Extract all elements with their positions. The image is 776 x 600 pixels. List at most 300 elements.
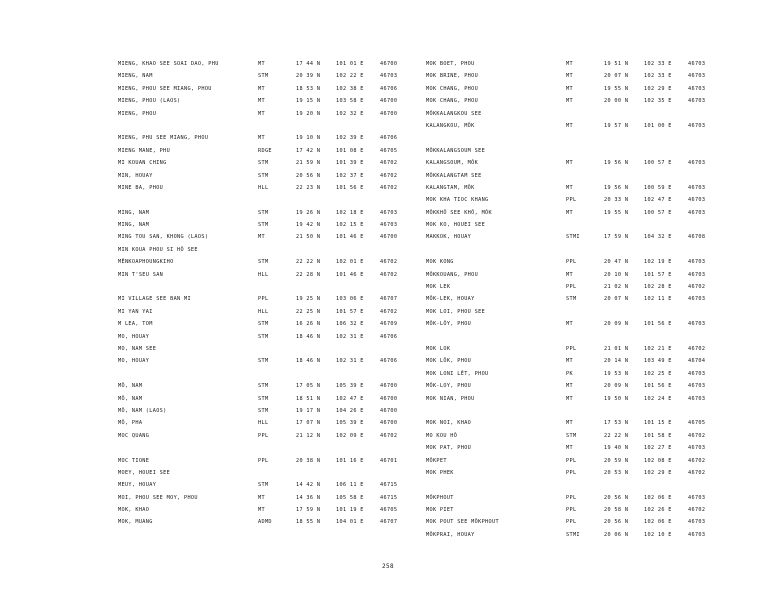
entry-latitude: 20 56 N [604, 494, 629, 501]
entry-name: MÔKKALANGTAM SEE [426, 172, 482, 179]
entry-longitude: 101 57 E [336, 308, 364, 315]
entry-name: MOK CHANG, PHOU [426, 98, 479, 105]
gazetteer-entry [118, 95, 458, 107]
entry-feature-type: HLL [258, 184, 269, 191]
gazetteer-entry [118, 405, 458, 417]
entry-map-code: 46703 [688, 122, 706, 129]
entry-latitude: 21 02 N [604, 284, 629, 291]
entry-name: MÔKKALANGKOU SEE [426, 110, 482, 117]
gazetteer-entry [426, 231, 766, 243]
entry-name: MÔKPRAI, HOUAY [426, 531, 475, 538]
gazetteer-entry [426, 504, 766, 516]
entry-longitude: 100 59 E [644, 184, 672, 191]
entry-latitude: 19 17 N [296, 407, 321, 414]
entry-longitude: 102 10 E [644, 531, 672, 538]
gazetteer-entry [118, 306, 458, 318]
entry-longitude: 106 11 E [336, 482, 364, 489]
entry-longitude: 101 00 E [644, 122, 672, 129]
entry-latitude: 19 25 N [296, 296, 321, 303]
entry-map-code: 46700 [380, 98, 398, 105]
entry-feature-type: STM [566, 296, 577, 303]
entry-feature-type: PPL [566, 469, 577, 476]
entry-name: MOEY, HOUEI SEE [118, 469, 171, 476]
entry-name: MIN T'SEU SAN [118, 271, 164, 278]
entry-feature-type: STM [258, 160, 269, 167]
gazetteer-entry [426, 492, 766, 504]
entry-feature-type: MT [566, 395, 573, 402]
entry-feature-type: STMI [566, 531, 580, 538]
entry-feature-type: PPL [566, 284, 577, 291]
gazetteer-entry [118, 70, 458, 82]
entry-latitude: 16 26 N [296, 321, 321, 328]
entry-feature-type: MT [566, 321, 573, 328]
entry-latitude: 19 56 N [604, 160, 629, 167]
entry-latitude: 18 53 N [296, 85, 321, 92]
entry-feature-type: PPL [566, 345, 577, 352]
entry-longitude: 101 46 E [336, 234, 364, 241]
entry-feature-type: STM [258, 482, 269, 489]
entry-latitude: 22 22 N [296, 259, 321, 266]
entry-latitude: 21 12 N [296, 432, 321, 439]
gazetteer-entry [426, 182, 766, 194]
gazetteer-entry [426, 95, 766, 107]
entry-name: MIENG, PHOU SEE MIANG, PHOU [118, 85, 212, 92]
entry-map-code: 46704 [688, 358, 706, 365]
entry-name: MÊNKOAPHOUNGKIHO [118, 259, 174, 266]
entry-longitude: 102 35 E [644, 98, 672, 105]
gazetteer-entry [426, 83, 766, 95]
entry-longitude: 102 22 E [336, 73, 364, 80]
entry-longitude: 102 21 E [644, 345, 672, 352]
entry-name: MIN KOUA PHOU SI HÔ SEE [118, 246, 198, 253]
entry-longitude: 101 16 E [336, 457, 364, 464]
entry-feature-type: PPL [566, 197, 577, 204]
entry-longitude: 102 24 E [644, 395, 672, 402]
row-spacer [118, 368, 458, 380]
gazetteer-entry [118, 269, 458, 281]
entry-longitude: 102 38 E [336, 85, 364, 92]
entry-map-code: 46705 [688, 420, 706, 427]
entry-latitude: 17 07 N [296, 420, 321, 427]
entry-name: MÔKKALANGSOUM SEE [426, 147, 486, 154]
gazetteer-entry [118, 455, 458, 467]
entry-feature-type: MT [258, 110, 265, 117]
entry-longitude: 101 01 E [336, 61, 364, 67]
entry-map-code: 46703 [688, 383, 706, 390]
gazetteer-entry [118, 83, 458, 95]
entry-map-code: 46703 [688, 61, 706, 67]
entry-map-code: 46705 [380, 507, 398, 514]
entry-feature-type: HLL [258, 308, 269, 315]
entry-latitude: 20 00 N [604, 98, 629, 105]
entry-feature-type: MT [258, 98, 265, 105]
entry-longitude: 100 57 E [644, 160, 672, 167]
entry-name: MING, NAM [118, 209, 150, 216]
entry-latitude: 20 09 N [604, 321, 629, 328]
entry-name: MÔKKHÔ SEE KHÔ, MÔK [426, 209, 492, 216]
entry-name: MOK KONG [426, 259, 454, 266]
entry-longitude: 102 27 E [644, 445, 672, 452]
entry-feature-type: STM [258, 333, 269, 340]
entry-map-code: 46715 [380, 494, 398, 501]
gazetteer-entry [118, 492, 458, 504]
entry-map-code: 46706 [380, 333, 398, 340]
entry-latitude: 21 01 N [604, 345, 629, 352]
gazetteer-entry [118, 417, 458, 429]
entry-name: MÔK-LÔY, PHOU [426, 321, 472, 328]
entry-name: MÔKPET [426, 457, 447, 464]
entry-latitude: 22 22 N [604, 432, 629, 439]
row-spacer [118, 442, 458, 454]
entry-name: MOK PHEK [426, 469, 454, 476]
gazetteer-entry [426, 170, 766, 182]
gazetteer-entry [118, 108, 458, 120]
entry-latitude: 19 55 N [604, 209, 629, 216]
entry-latitude: 17 59 N [604, 234, 629, 241]
entry-name: MOK NOI, KHAO [426, 420, 472, 427]
entry-map-code: 46706 [380, 358, 398, 365]
page-number: 258 [382, 563, 395, 570]
entry-name: MÔKKOUANG, PHOU [426, 271, 479, 278]
entry-longitude: 101 08 E [336, 147, 364, 154]
gazetteer-entry [426, 343, 766, 355]
entry-feature-type: MT [566, 383, 573, 390]
gazetteer-entry [118, 157, 458, 169]
gazetteer-entry [426, 355, 766, 367]
gazetteer-entry [118, 170, 458, 182]
entry-longitude: 102 18 E [336, 209, 364, 216]
entry-latitude: 19 26 N [296, 209, 321, 216]
entry-map-code: 46702 [688, 345, 706, 352]
entry-longitude: 102 19 E [644, 259, 672, 266]
entry-feature-type: PPL [566, 457, 577, 464]
entry-name: MOK LOK [426, 345, 451, 352]
entry-latitude: 20 59 N [604, 457, 629, 464]
entry-map-code: 46703 [688, 445, 706, 452]
entry-latitude: 19 10 N [296, 135, 321, 142]
entry-feature-type: MT [566, 209, 573, 216]
entry-latitude: 14 42 N [296, 482, 321, 489]
entry-latitude: 17 59 N [296, 507, 321, 514]
entry-latitude: 17 05 N [296, 383, 321, 390]
entry-map-code: 46703 [380, 73, 398, 80]
entry-latitude: 17 42 N [296, 147, 321, 154]
gazetteer-entry [426, 70, 766, 82]
gazetteer-entry [426, 293, 766, 305]
entry-map-code: 46702 [688, 507, 706, 514]
entry-feature-type: PPL [258, 432, 269, 439]
gazetteer-entry [426, 529, 766, 541]
gazetteer-entry [426, 516, 766, 528]
entry-name: MINE BA, PHOU [118, 184, 164, 191]
entry-map-code: 46707 [380, 519, 398, 526]
entry-name: MOC TIONE [118, 457, 150, 464]
entry-name: MÔ, NAM [118, 395, 143, 402]
entry-map-code: 46700 [380, 395, 398, 402]
entry-latitude: 19 51 N [604, 61, 629, 67]
gazetteer-entry [118, 516, 458, 528]
entry-name: MIENG, PHU SEE MIANG, PHOU [118, 135, 209, 142]
entry-longitude: 101 15 E [644, 420, 672, 427]
entry-map-code: 46707 [380, 296, 398, 303]
entry-longitude: 104 32 E [644, 234, 672, 241]
entry-map-code: 46715 [380, 482, 398, 489]
entry-latitude: 20 53 N [604, 469, 629, 476]
entry-name: MO, HOUAY [118, 358, 150, 365]
entry-longitude: 105 39 E [336, 383, 364, 390]
entry-longitude: 105 58 E [336, 494, 364, 501]
gazetteer-entry [118, 145, 458, 157]
gazetteer-entry [118, 207, 458, 219]
row-spacer [426, 405, 766, 417]
gazetteer-entry [118, 293, 458, 305]
entry-name: MÔ, PHA [118, 420, 143, 427]
gazetteer-entry [426, 281, 766, 293]
entry-name: MOK LOI, PHOU SEE [426, 308, 486, 315]
entry-feature-type: MT [258, 61, 265, 67]
entry-name: KALANGKOU, MÔK [426, 122, 475, 129]
entry-feature-type: STM [566, 432, 577, 439]
entry-map-code: 46703 [688, 395, 706, 402]
entry-latitude: 19 56 N [604, 184, 629, 191]
entry-longitude: 102 25 E [644, 370, 672, 377]
entry-name: MOK CHANG, PHOU [426, 85, 479, 92]
entry-longitude: 102 39 E [336, 135, 364, 142]
gazetteer-entry [118, 331, 458, 343]
entry-feature-type: PPL [566, 519, 577, 526]
entry-map-code: 46702 [380, 308, 398, 315]
entry-longitude: 101 56 E [644, 321, 672, 328]
entry-longitude: 102 06 E [644, 519, 672, 526]
entry-latitude: 19 20 N [296, 110, 321, 117]
entry-feature-type: MT [566, 98, 573, 105]
entry-map-code: 46703 [688, 209, 706, 216]
entry-name: MÔKPHOUT [426, 494, 454, 501]
entry-feature-type: PPL [258, 457, 269, 464]
row-spacer [118, 281, 458, 293]
entry-feature-type: RDGE [258, 147, 272, 154]
entry-feature-type: STM [258, 383, 269, 390]
entry-longitude: 102 09 E [336, 432, 364, 439]
entry-longitude: 104 26 E [336, 407, 364, 414]
entry-longitude: 102 28 E [644, 284, 672, 291]
gazetteer-entry [118, 219, 458, 231]
entry-name: MOK PIET [426, 507, 454, 514]
entry-feature-type: MT [566, 73, 573, 80]
entry-name: MEUY, HOUAY [118, 482, 157, 489]
entry-longitude: 100 57 E [644, 209, 672, 216]
gazetteer-entry [118, 318, 458, 330]
gazetteer-entry [426, 430, 766, 442]
entry-name: MIN, HOUAY [118, 172, 153, 179]
entry-name: MOI, PHOU SEE MOY, PHOU [118, 494, 198, 501]
entry-feature-type: STM [258, 222, 269, 229]
entry-latitude: 18 46 N [296, 358, 321, 365]
entry-latitude: 20 33 N [604, 197, 629, 204]
entry-map-code: 46703 [688, 259, 706, 266]
row-spacer [426, 331, 766, 343]
gazetteer-entry [426, 368, 766, 380]
entry-name: MOK NIAN, PHOU [426, 395, 475, 402]
entry-longitude: 101 58 E [644, 432, 672, 439]
entry-name: MOK BRINE, PHOU [426, 73, 479, 80]
entry-longitude: 102 08 E [644, 457, 672, 464]
entry-map-code: 46702 [688, 457, 706, 464]
entry-map-code: 46706 [380, 85, 398, 92]
entry-latitude: 21 50 N [296, 234, 321, 241]
gazetteer-entry [118, 393, 458, 405]
entry-map-code: 46703 [380, 209, 398, 216]
entry-latitude: 19 42 N [296, 222, 321, 229]
gazetteer-entry [426, 219, 766, 231]
entry-name: MING TOU SAN, KHONG (LAOS) [118, 234, 209, 241]
entry-map-code: 46702 [380, 160, 398, 167]
entry-feature-type: STM [258, 395, 269, 402]
entry-map-code: 46700 [380, 407, 398, 414]
gazetteer-entry [426, 145, 766, 157]
entry-latitude: 17 53 N [604, 420, 629, 427]
entry-name: MI VILLAGE SEE BAN MI [118, 296, 191, 303]
entry-name: MOK LÔK, PHOU [426, 358, 472, 365]
gazetteer-entry [118, 132, 458, 144]
entry-longitude: 102 29 E [644, 85, 672, 92]
entry-latitude: 19 55 N [604, 85, 629, 92]
entry-latitude: 19 15 N [296, 98, 321, 105]
entry-name: MING, NAM [118, 222, 150, 229]
entry-longitude: 101 19 E [336, 507, 364, 514]
entry-latitude: 20 47 N [604, 259, 629, 266]
entry-name: MÔ, NAM (LAOS) [118, 407, 167, 414]
entry-map-code: 46703 [688, 519, 706, 526]
entry-feature-type: MT [258, 135, 265, 142]
row-spacer [118, 120, 458, 132]
entry-longitude: 102 11 E [644, 296, 672, 303]
entry-map-code: 46703 [688, 271, 706, 278]
entry-map-code: 46702 [380, 184, 398, 191]
entry-map-code: 46703 [688, 494, 706, 501]
entry-longitude: 101 56 E [644, 383, 672, 390]
entry-map-code: 46702 [688, 432, 706, 439]
row-spacer [426, 132, 766, 144]
entry-longitude: 102 29 E [644, 469, 672, 476]
entry-name: MOK PAT, PHOU [426, 445, 472, 452]
entry-longitude: 102 47 E [336, 395, 364, 402]
entry-name: MOK POUT SEE MÔKPHOUT [426, 519, 499, 526]
entry-name: MI KOUAN CHING [118, 160, 167, 167]
entry-latitude: 20 07 N [604, 296, 629, 303]
entry-longitude: 101 46 E [336, 271, 364, 278]
gazetteer-entry [426, 455, 766, 467]
entry-name: MOK BOET, PHOU [426, 61, 475, 67]
entry-latitude: 20 39 N [296, 73, 321, 80]
entry-feature-type: STM [258, 73, 269, 80]
entry-name: MÔK-LOY, PHOU [426, 383, 472, 390]
entry-longitude: 104 01 E [336, 519, 364, 526]
entry-map-code: 46703 [688, 531, 706, 538]
entry-map-code: 46703 [688, 160, 706, 167]
entry-map-code: 46703 [688, 184, 706, 191]
entry-map-code: 46708 [688, 234, 706, 241]
entry-name: M LEA, TOM [118, 321, 153, 328]
entry-name: MOK LEK [426, 284, 451, 291]
entry-longitude: 105 39 E [336, 420, 364, 427]
entry-latitude: 22 28 N [296, 271, 321, 278]
entry-feature-type: MT [566, 85, 573, 92]
entry-longitude: 101 39 E [336, 160, 364, 167]
gazetteer-entry [426, 306, 766, 318]
entry-feature-type: MT [566, 184, 573, 191]
entry-latitude: 20 14 N [604, 358, 629, 365]
entry-feature-type: PPL [566, 259, 577, 266]
entry-name: KALANGTAM, MÔK [426, 184, 475, 191]
entry-latitude: 21 59 N [296, 160, 321, 167]
entry-feature-type: STM [258, 407, 269, 414]
gazetteer-entry [118, 182, 458, 194]
entry-name: MIENG, NAM [118, 73, 153, 80]
entry-latitude: 20 07 N [604, 73, 629, 80]
entry-name: MIENG, KHAO SEE SOAI DAO, PHU [118, 61, 219, 67]
entry-map-code: 46703 [380, 222, 398, 229]
entry-feature-type: STM [258, 321, 269, 328]
gazetteer-entry [426, 467, 766, 479]
entry-latitude: 22 23 N [296, 184, 321, 191]
entry-latitude: 20 58 N [604, 507, 629, 514]
entry-name: MO KOU HÔ [426, 432, 458, 439]
entry-feature-type: PPL [258, 296, 269, 303]
entry-map-code: 46703 [688, 321, 706, 328]
gazetteer-entry [426, 417, 766, 429]
entry-map-code: 46703 [688, 85, 706, 92]
entry-latitude: 18 51 N [296, 395, 321, 402]
entry-feature-type: MT [566, 420, 573, 427]
entry-name: MÔ, NAM [118, 383, 143, 390]
gazetteer-entry [426, 256, 766, 268]
entry-latitude: 14 36 N [296, 494, 321, 501]
gazetteer-entry [118, 231, 458, 243]
entry-feature-type: MT [258, 234, 265, 241]
entry-feature-type: MT [258, 85, 265, 92]
entry-feature-type: MT [566, 445, 573, 452]
entry-map-code: 46703 [688, 296, 706, 303]
entry-name: MI YAN YAI [118, 308, 153, 315]
entry-latitude: 19 53 N [604, 370, 629, 377]
gazetteer-entry [118, 58, 458, 70]
right-column [426, 58, 766, 541]
entry-latitude: 22 25 N [296, 308, 321, 315]
entry-feature-type: HLL [258, 271, 269, 278]
entry-longitude: 102 06 E [644, 494, 672, 501]
gazetteer-entry [426, 318, 766, 330]
entry-longitude: 102 33 E [644, 73, 672, 80]
entry-feature-type: ADMD [258, 519, 272, 526]
entry-feature-type: MT [258, 507, 265, 514]
gazetteer-entry [118, 343, 458, 355]
entry-map-code: 46702 [688, 469, 706, 476]
entry-feature-type: STMI [566, 234, 580, 241]
entry-name: MO, NAM SEE [118, 345, 157, 352]
entry-map-code: 46702 [380, 259, 398, 266]
entry-map-code: 46701 [380, 457, 398, 464]
entry-feature-type: HLL [258, 420, 269, 427]
entry-feature-type: MT [566, 160, 573, 167]
entry-feature-type: STM [258, 172, 269, 179]
gazetteer-entry [426, 207, 766, 219]
entry-name: MOK, MUANG [118, 519, 153, 526]
entry-longitude: 102 15 E [336, 222, 364, 229]
entry-map-code: 46700 [380, 420, 398, 427]
entry-name: MIENG MANE, PHU [118, 147, 171, 154]
entry-latitude: 17 44 N [296, 61, 321, 67]
